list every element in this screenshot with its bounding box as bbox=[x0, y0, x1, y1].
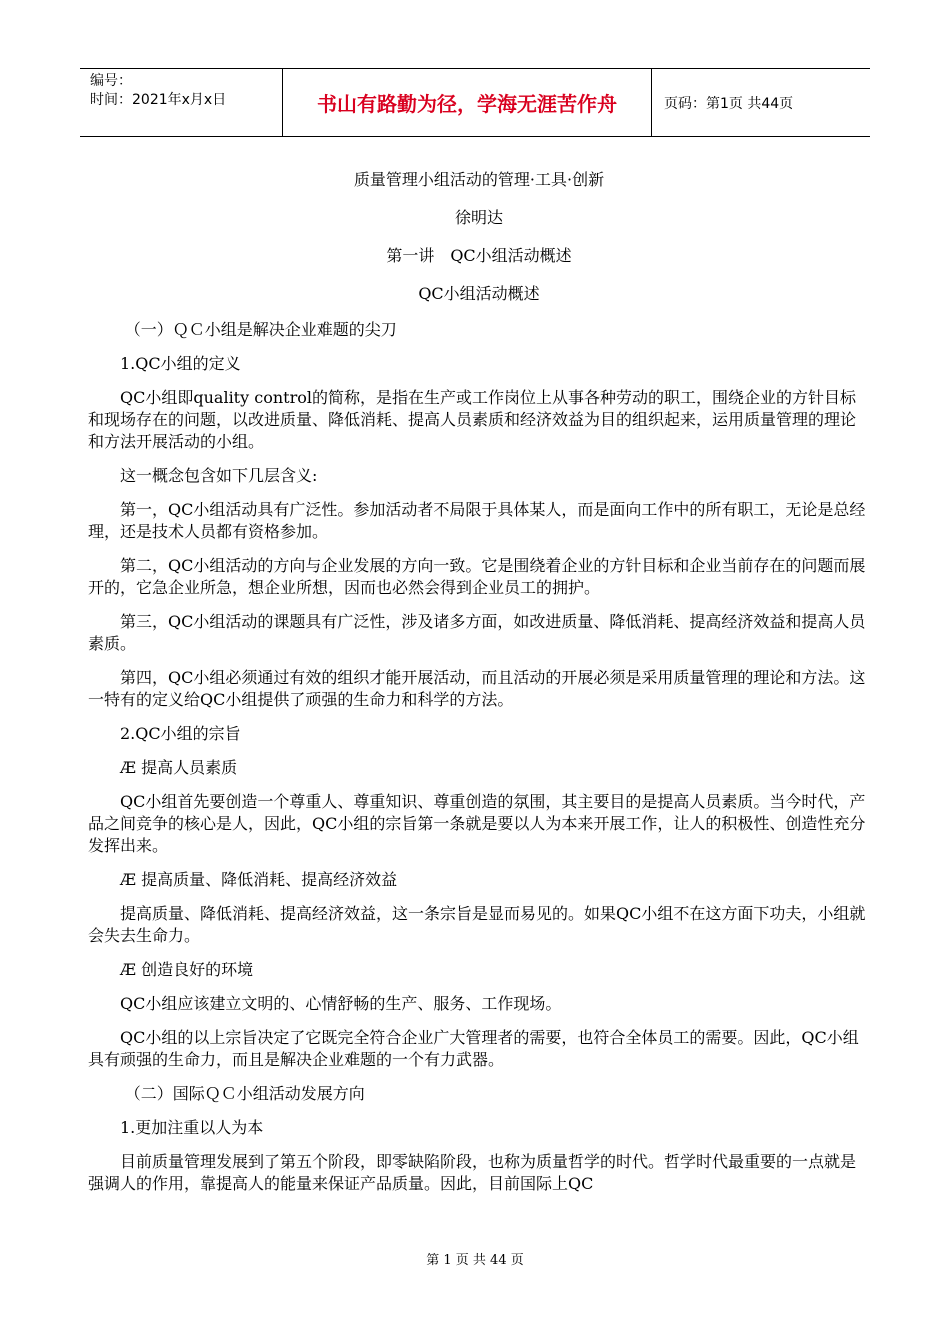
heading-2: （二）国际ＱＣ小组活动发展方向 bbox=[124, 1084, 365, 1103]
motto: 书山有路勤为径，学海无涯苦作舟 bbox=[282, 69, 652, 136]
doc-author: 徐明达 bbox=[454, 208, 503, 227]
doc-title: 质量管理小组活动的管理·工具·创新 bbox=[353, 170, 605, 189]
bullet-item: Æ 提高人员素质 bbox=[120, 758, 238, 777]
header-info-cell bbox=[80, 69, 280, 136]
paragraph: QC小组首先要创造一个尊重人、尊重知识、尊重创造的氛围，其主要目的是提高人员素质。当今时代，产品之间竞争的核心是人，因此，QC小组的宗旨第一条就是要以人为本来开展工作，让人的积极性、创造性充分发挥出来。 bbox=[88, 792, 866, 855]
paragraph: QC小组即quality control的简称，是指在生产或工作岗位上从事各种劳动的职工，围绕企业的方针目标和现场存在的问题，以改进质量、降低消耗、提高人员素质和经济效益为目的组织起来，运用质量管理的理论和方法开展活动的小组。 bbox=[88, 388, 857, 451]
paragraph: 第三，QC小组活动的课题具有广泛性，涉及诸多方面，如改进质量、降低消耗、提高经济效益和提高人员素质。 bbox=[88, 612, 866, 653]
paragraph: 提高质量、降低消耗、提高经济效益，这一条宗旨是显而易见的。如果QC小组不在这方面下功夫，小组就会失去生命力。 bbox=[88, 904, 866, 945]
heading-1: （一）ＱＣ小组是解决企业难题的尖刀 bbox=[124, 320, 397, 339]
document-body bbox=[88, 170, 870, 1195]
page-header bbox=[80, 68, 870, 137]
lecture-heading: 第一讲 QC小组活动概述 bbox=[386, 246, 572, 265]
page-label: 页码：第1页 共44页 bbox=[664, 95, 794, 112]
subheading-1: 1.QC小组的定义 bbox=[120, 354, 241, 373]
code-label: 编号： bbox=[90, 73, 132, 89]
section-subtitle: QC小组活动概述 bbox=[418, 284, 540, 303]
bullet-item: Æ 创造良好的环境 bbox=[120, 960, 254, 979]
subheading-3: 1.更加注重以人为本 bbox=[120, 1118, 264, 1137]
time-label: 时间：2021年x月x日 bbox=[90, 92, 227, 108]
page-footer: 第 1 页 共 44 页 bbox=[426, 1253, 524, 1268]
paragraph: 这一概念包含如下几层含义: bbox=[120, 466, 318, 485]
paragraph: 第四，QC小组必须通过有效的组织才能开展活动，而且活动的开展必须是采用质量管理的理论和方法。这一特有的定义给QC小组提供了顽强的生命力和科学的方法。 bbox=[88, 668, 866, 709]
paragraph: 第二，QC小组活动的方向与企业发展的方向一致。它是围绕着企业的方针目标和企业当前存在的问题而展开的，它急企业所急，想企业所想，因而也必然会得到企业员工的拥护。 bbox=[88, 556, 866, 597]
subheading-2: 2.QC小组的宗旨 bbox=[120, 724, 241, 743]
bullet-item: Æ 提高质量、降低消耗、提高经济效益 bbox=[120, 870, 398, 889]
paragraph: 第一，QC小组活动具有广泛性。参加活动者不局限于具体某人，而是面向工作中的所有职工，无论是总经理，还是技术人员都有资格参加。 bbox=[88, 500, 866, 541]
paragraph: QC小组应该建立文明的、心情舒畅的生产、服务、工作现场。 bbox=[120, 994, 562, 1013]
paragraph: 目前质量管理发展到了第五个阶段，即零缺陷阶段，也称为质量哲学的时代。哲学时代最重要的一点就是强调人的作用，靠提高人的能量来保证产品质量。因此，目前国际上QC bbox=[88, 1152, 857, 1193]
paragraph: QC小组的以上宗旨决定了它既完全符合企业广大管理者的需要，也符合全体员工的需要。因此，QC小组具有顽强的生命力，而且是解决企业难题的一个有力武器。 bbox=[88, 1028, 859, 1069]
